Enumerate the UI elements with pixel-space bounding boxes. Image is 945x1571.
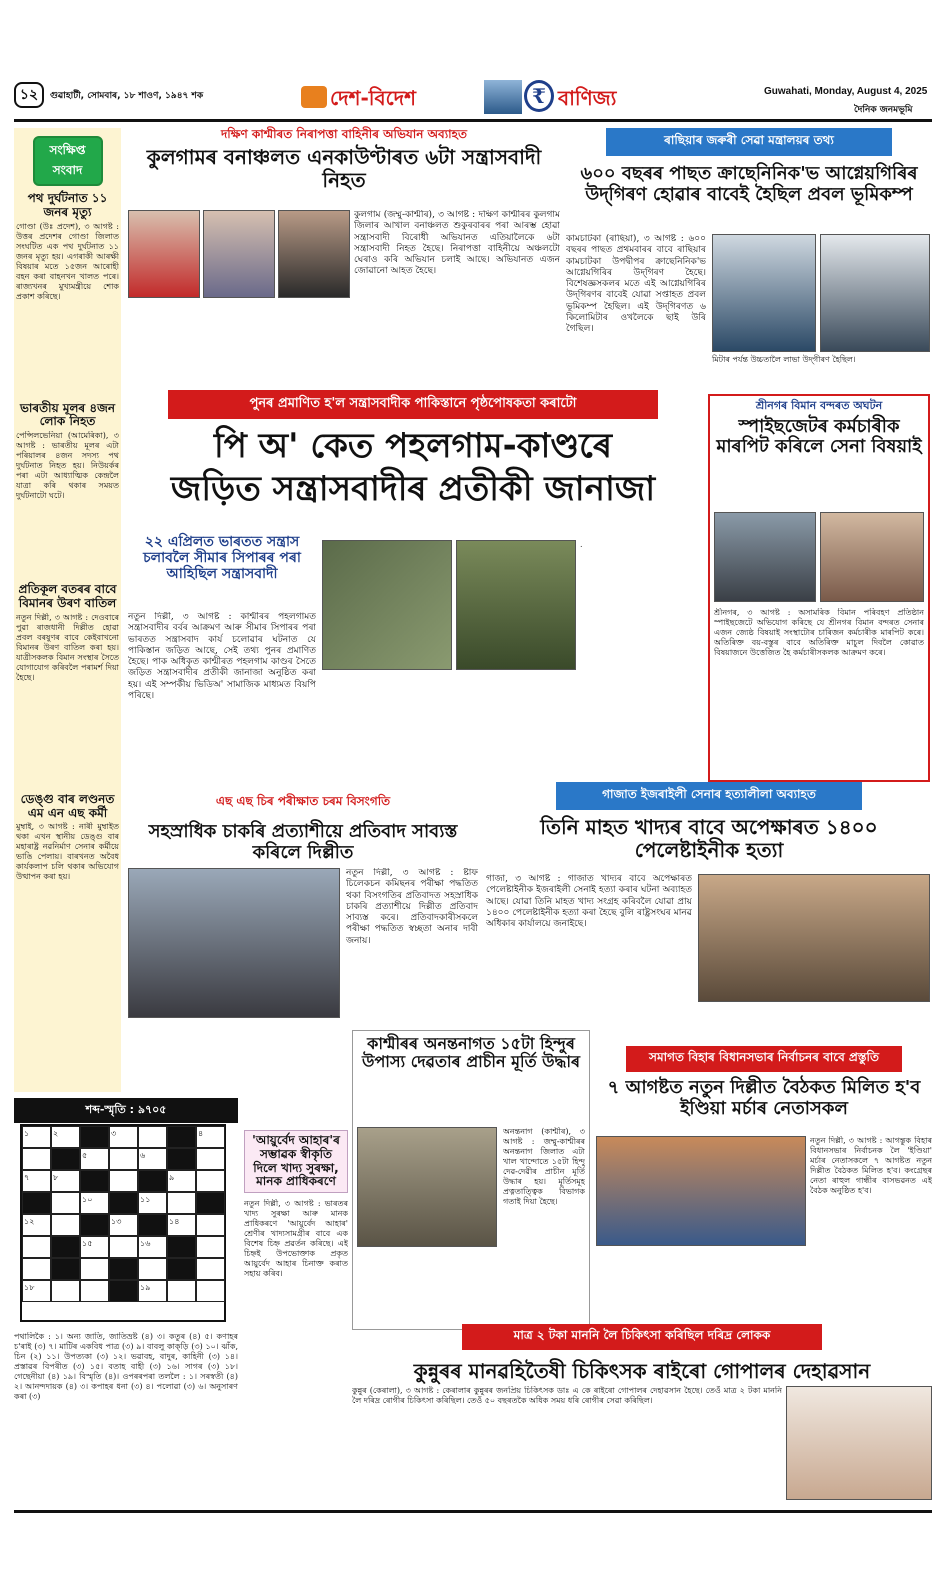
doctor-body: কুন্নুৰ (কেৰালা), ৩ আগষ্ট : কেৰালাৰ কুন্নুৰৰ জনপ্ৰিয় চিকিৎসক ডাঃ এ কে ৰাইৰো গোপালৰ দেহাৱসান হৈছে। তেওঁ মাত্ৰ ২ টকা মাননি লৈ দৰিদ্ৰ ৰোগীৰ চিকিৎসা কৰিছিল। তেওঁ ৫০ বছৰতকৈ অধিক সময় ধৰি ৰোগীৰ সেৱা কৰিছিল। — [352, 1386, 782, 1405]
crossword-block — [138, 1170, 167, 1192]
crossword-clues: পথালিকৈ : ১। অন্য জাতি, জাতিভ্ৰষ্ট (৪) ৩। কতুৰ (৪) ৫। কণাহৰ চ'ৰাই (৩) ৭। মাটিৰ একবিধ পাত্ৰ (৩) ৯। বাবলু কাক্‌ড়ি (৩) ১০। ঝাঁক, চিন (২) ১১। উপত্যকা (৩) ১২। ভৱাবহ, বাদুৰ, কাহিনী (৩) ১৪। প্ৰস্তাৱৰ বিপৰীত (৩) ১৫। বতাহ বাহী (৩) ১৬। সাগৰ (৩) ১৮। গেছেনীয়া (৪) ১৯। বিস্মৃতি (৪)। ওপৰৰপৰা তললৈ : ১। সৰস্বতী (৪) ২। আনন্দদায়ক (৪) ৩। কপাহৰ ধনা (৩) ৪। পলোৱা (৩) ৬। অনুসাৰণ কৰা (৩) — [14, 1332, 238, 1401]
crossword-cell[interactable]: ৫ — [80, 1148, 109, 1170]
ayurveda-body: নতুন দিল্লী, ৩ আগষ্ট : ভাৰতৰ খাদ্য সুৰক্ষা আৰু মানক প্ৰাধিকৰণে 'আয়ুৰ্বেদ আহাৰ' শ্ৰেণীৰ খাদ্যসামগ্ৰীৰ বাবে এক বিশেষ চিহ্ন প্ৰৱৰ্তন কৰিছে। এই চিহ্নই উপভোক্তাক প্ৰকৃত আয়ুৰ্বেদ আহাৰ চিনাক্ত কৰাত সহায় কৰিব। — [244, 1199, 348, 1279]
crossword-cell[interactable]: ১১ — [138, 1192, 167, 1214]
section-title-desh: দেশ-বিদেশ — [330, 86, 416, 110]
brief-headline-2: ভাৰতীয় মূলৰ ৪জন লোক নিহত — [19, 400, 116, 429]
lead-body-cont: . — [580, 540, 583, 549]
lead-body: নতুন দিল্লী, ৩ আগষ্ট : কাশ্মীৰৰ পহলগামত সন্ত্ৰাসবাদীৰ বৰ্বৰ আক্ৰমণ আৰু সীমাৰ সিপাৰৰ পৰা ভাৰতত সন্ত্ৰাসবাদ কাৰ্য চলোৱাৰ ঘটনাত যে পাকিস্তান জড়িত আছে, সেই তথ্য পুনৰ প্ৰমাণিত হৈছে। পাক অধিকৃত কাশ্মীৰত পহলগাম কাণ্ডৰ সৈতে জড়িত সন্ত্ৰাসবাদীৰ প্ৰতীকী জানাজা অনুষ্ঠিত কৰা হয়। এই সম্পৰ্কীয় ভিডিঅ' সামাজিক মাধ্যমত বিয়পি পৰিছে। — [128, 612, 316, 701]
gaza-story — [486, 782, 932, 1022]
doctor-title: কুন্নুৰৰ মানৱহিতৈষী চিকিৎসক ৰাইৰো গোপালৰ দেহাৱসান — [413, 1359, 871, 1383]
russia-kicker: ৰাছিয়াৰ জৰুৰী সেৱা মন্ত্ৰালয়ৰ তথ্য — [606, 128, 892, 156]
kulgam-body: কুলগাম (জম্মু-কাশ্মীৰ), ৩ আগষ্ট : দক্ষিণ কাশ্মীৰৰ কুলগাম জিলাৰ আখাল বনাঞ্চলত শুকুৰবাৰৰ পৰা আৰম্ভ হোৱা সন্ত্ৰাসবাদী বিৰোধী অভিযানত এতিয়ালৈকে ৬টা সন্ত্ৰাসবাদী নিহত হৈছে। নিৰাপত্তা বাহিনীয়ে অঞ্চলটো ঘেৰাও কৰি অভিযান চলাই আছে। অভিযানত এজন জোৱানো আহত হৈছে। — [354, 210, 560, 277]
spicejet-story — [708, 394, 930, 782]
crossword-cell[interactable]: ১৬ — [138, 1236, 167, 1258]
airport-photo — [714, 512, 816, 602]
job-kicker: এছ এছ চিৰ পৰীক্ষাত চৰম বিসংগতি — [215, 794, 391, 808]
crossword-cell[interactable]: ১২ — [22, 1214, 51, 1236]
footer-rule — [14, 1510, 932, 1513]
ayurveda-story — [244, 1130, 348, 1510]
bihar-story — [596, 1046, 932, 1322]
crossword-block — [196, 1192, 225, 1214]
victim-photo — [820, 512, 924, 602]
protest-photo — [128, 868, 340, 1018]
crossword-cell[interactable] — [51, 1280, 80, 1302]
masthead — [14, 78, 932, 118]
crossword-block — [80, 1126, 109, 1148]
paper-name: দৈনিক জনমভূমি — [854, 105, 913, 115]
crossword-block — [109, 1280, 138, 1302]
anantnag-body: অনন্তনাগ (কাশ্মীৰ), ৩ আগষ্ট : জম্মু-কাশ্মীৰৰ অনন্তনাগ জিলাত এটা খাল খান্দোতে ১৫টা হিন্দু দেৱ-দেৱীৰ প্ৰাচীন মূৰ্তি উদ্ধাৰ হয়। মূৰ্তিসমূহ প্ৰত্নতাত্ত্বিক বিভাগক গতাই দিয়া হৈছে। — [503, 1127, 585, 1206]
crossword-block — [138, 1214, 167, 1236]
crossword-cell[interactable] — [167, 1280, 196, 1302]
doctor-story — [352, 1324, 932, 1504]
crossword-cell[interactable]: ২ — [51, 1126, 80, 1148]
crossword-cell[interactable] — [51, 1214, 80, 1236]
crossword-block — [51, 1236, 80, 1258]
lead-photo-forest — [322, 540, 452, 670]
crossword-cell[interactable] — [109, 1170, 138, 1192]
crossword-cell[interactable] — [109, 1148, 138, 1170]
volcano-photo-2 — [820, 234, 930, 352]
crossword-cell[interactable] — [138, 1126, 167, 1148]
bihar-kicker: সমাগত বিহাৰ বিধানসভাৰ নিৰ্বাচনৰ বাবে প্ৰস্তুতি — [626, 1046, 902, 1072]
ayurveda-title: 'আয়ুৰ্বেদ আহাৰ'ৰ সম্ভাৱক স্বীকৃতি দিলে খাদ্য সুৰক্ষা, মানক প্ৰাধিকৰণে — [244, 1130, 348, 1193]
crossword-cell[interactable] — [196, 1148, 225, 1170]
bihar-title: ৭ আগষ্টত নতুন দিল্লীত বৈঠকত মিলিত হ'ব ইণ্ডিয়া মৰ্চাৰ নেতাসকল — [607, 1077, 921, 1119]
crossword-block — [51, 1258, 80, 1280]
lead-title-1: পি অ' কেত পহলগাম-কাণ্ডৰে — [214, 426, 612, 466]
english-date: Guwahati, Monday, August 4, 2025 — [764, 86, 928, 97]
russia-title: ৬০০ বছৰৰ পাছত ক্ৰাছেনিনিক'ভ আগ্নেয়গিৰিৰ উদ্‌গিৰণ হোৱাৰ বাবেই হৈছিল প্ৰবল ভূমিকম্প — [580, 163, 918, 205]
section-title-banijya: বাণিজ্য — [558, 86, 617, 110]
crossword-cell[interactable] — [196, 1214, 225, 1236]
kulgam-kicker: দক্ষিণ কাশ্মীৰত নিৰাপত্তা বাহিনীৰ অভিযান অব্যাহত — [221, 127, 467, 141]
crossword-block — [167, 1258, 196, 1280]
crossword-grid — [20, 1124, 226, 1322]
crossword-title: শব্দ-স্মৃতি : ৯৭০৫ — [14, 1098, 238, 1123]
gaza-title: তিনি মাহত খাদ্যৰ বাবে অপেক্ষাৰত ১৪০০ পেলেষ্টাইনীক হত্যা — [540, 815, 878, 862]
doctor-kicker: মাত্ৰ ২ টকা মাননি লৈ চিকিৎসা কৰিছিল দৰিদ্ৰ লোকক — [462, 1324, 822, 1350]
crossword-cell-1[interactable]: ১ — [22, 1126, 51, 1148]
idol-photo — [357, 1127, 497, 1247]
crossword-block — [109, 1258, 138, 1280]
crossword-cell[interactable]: ৮ — [51, 1170, 80, 1192]
brief-headline-4: ডেঙ্গু বাৰ লণ্ডনত এম এন এছ কৰ্মী — [20, 791, 115, 820]
india-bloc-photo — [596, 1136, 806, 1246]
job-body: নতুন দিল্লী, ৩ আগষ্ট : ষ্টাফ চিলেকচন কমিছনৰ পৰীক্ষা পদ্ধতিত থকা বিসংগতিৰ প্ৰতিবাদত সহস্ৰাধিক চাকৰি প্ৰত্যাশীয়ে দিল্লীত প্ৰতিবাদ সাব্যস্ত কৰে। প্ৰতিবাদকাৰীসকলে পৰীক্ষা পদ্ধতিত স্বচ্ছতা অনাৰ দাবী জনায়। — [346, 868, 478, 946]
gaza-photo — [698, 874, 930, 1002]
lead-subtitle: ২২ এপ্ৰিলত ভাৰতত সন্ত্ৰাস চলাবলৈ সীমাৰ সিপাৰৰ পৰা আহিছিল সন্ত্ৰাসবাদী — [143, 534, 301, 583]
crossword-block — [80, 1214, 109, 1236]
crossword-cell[interactable]: ৭ — [22, 1170, 51, 1192]
crossword-cell[interactable] — [51, 1192, 80, 1214]
bihar-body: নতুন দিল্লী, ৩ আগষ্ট : আগন্তুক বিহাৰ বিধানসভাৰ নিৰ্বাচনক লৈ 'ইণ্ডিয়া' মৰ্চাৰ নেতাসকলে ৭ আগষ্টত নতুন দিল্লীত বৈঠকত মিলিত হ'ব। কংগ্ৰেছৰ নেতা ৰাহুল গান্ধীৰ বাসভৱনত এই বৈঠক অনুষ্ঠিত হ'ব। — [810, 1136, 932, 1195]
crossword-cell[interactable] — [138, 1258, 167, 1280]
train-icon — [301, 86, 327, 108]
crossword-cell[interactable] — [22, 1258, 51, 1280]
anantnag-story — [352, 1030, 590, 1330]
crossword-block — [167, 1148, 196, 1170]
brief-headline-3: প্ৰতিকূল বতৰৰ বাবে বিমানৰ উৰণ বাতিল — [18, 582, 117, 610]
kulgam-story — [128, 128, 560, 366]
crossword-cell[interactable]: ৪ — [196, 1126, 225, 1148]
crossword-block — [22, 1192, 51, 1214]
russia-body: কামচাটকা (ৰাছিয়া), ৩ আগষ্ট : ৬০০ বছৰৰ পাছত প্ৰথমবাৰৰ বাবে ৰাছিয়াৰ কামচাটকা উপদ্বীপৰ ক্ৰাছেনিনিক'ভ আগ্নেয়গিৰিৰ উদ্‌গিৰণ হৈছে। বিশেষজ্ঞসকলৰ মতে এই আগ্নেয়গিৰিৰ উদ্‌গিৰণৰ বাবেই যোৱা সপ্তাহত প্ৰবল ভূমিকম্প হৈছিল। এই উদ্‌গিৰণত ৬ কিলোমিটাৰ ওখলৈকে ছাই উৰি গৈছিল। — [566, 234, 706, 334]
lead-photo-militant — [456, 540, 576, 670]
volcano-photo-1 — [712, 234, 816, 352]
volcano-caption: মিটাৰ পৰ্যন্ত উচ্চতালৈ লাভা উদ্‌গীৰণ হৈছিল। — [712, 355, 856, 364]
crossword-cell[interactable] — [196, 1258, 225, 1280]
crossword-cell[interactable]: ১৪ — [167, 1214, 196, 1236]
crossword-cell[interactable] — [22, 1236, 51, 1258]
spicejet-title: স্পাইছজেটৰ কৰ্মচাৰীক মাৰপিট কৰিলে সেনা বিষয়াই — [716, 415, 922, 458]
crossword-cell[interactable] — [196, 1236, 225, 1258]
crossword-cell[interactable]: ৯ — [167, 1170, 196, 1192]
crossword-cell[interactable]: ১৩ — [109, 1214, 138, 1236]
brief-headline-1: পথ দুৰ্ঘটনাত ১১ জনৰ মৃত্যু — [27, 191, 108, 219]
crossword-cell[interactable] — [167, 1192, 196, 1214]
spicejet-kicker: শ্ৰীনগৰ বিমান বন্দৰত অঘটন — [755, 399, 883, 412]
spicejet-body: শ্ৰীনগৰ, ৩ আগষ্ট : অসামৰিক বিমান পৰিবহণ প্ৰতিষ্ঠান স্পাইছজেটে অভিযোগ কৰিছে যে শ্ৰীনগৰ বিমান বন্দৰত সেনাৰ এজন জ্যেষ্ঠ বিষয়াই সংস্থাটোৰ চাৰিজন কৰ্মচাৰীক মাৰপিট কৰে। অতিৰিক্ত বয়-বস্তুৰ বাবে অতিৰিক্ত মাচুল দিবলৈ কোৱাত বিষয়াজনে উত্তেজিত হৈ কৰ্মচাৰীসকলক আক্ৰমণ কৰে। — [714, 608, 924, 657]
kulgam-title: কুলগামৰ বনাঞ্চলত এনকাউণ্টাৰত ৬টা সন্ত্ৰাসবাদী নিহত — [146, 144, 542, 192]
lead-kicker: পুনৰ প্ৰমাণিত হ'ল সন্ত্ৰাসবাদীক পাকিস্তানে পৃষ্ঠপোষকতা কৰাটো — [168, 390, 658, 419]
crossword-block — [51, 1148, 80, 1170]
crossword-block — [167, 1236, 196, 1258]
brief-body-2: পেন্সিলভেনিয়া (আমেৰিকা), ৩ আগষ্ট : ভাৰতীয় মূলৰ এটা পৰিয়ালৰ ৪জন সদস্য পথ দুৰ্ঘটনাত নিহত হয়। নিউয়ৰ্কৰ পৰা এটা আধ্যাত্মিক কেন্দ্ৰলৈ যাত্ৰা কৰি থকাৰ সময়ত দুৰ্ঘটনাটো ঘটে। — [16, 431, 119, 501]
crossword-cell[interactable]: ৩ — [109, 1126, 138, 1148]
crossword-cell[interactable] — [80, 1258, 109, 1280]
page-number: ১২ — [14, 82, 44, 108]
anantnag-title: কাশ্মীৰৰ অনন্তনাগত ১৫টা হিন্দুৰ উপাস্য দেৱতাৰ প্ৰাচীন মূৰ্তি উদ্ধাৰ — [361, 1034, 581, 1072]
crossword-cell[interactable]: ৬ — [138, 1148, 167, 1170]
doctor-photo — [786, 1386, 932, 1500]
lead-story — [128, 390, 698, 782]
place-date: গুৱাহাটী, সোমবাৰ, ১৮ শাওণ, ১৯৪৭ শক — [50, 91, 204, 101]
lead-title-2: জড়িত সন্ত্ৰাসবাদীৰ প্ৰতীকী জানাজা — [170, 469, 656, 510]
crossword-cell[interactable] — [196, 1280, 225, 1302]
brief-body-1: গোণ্ডা (উঃ প্ৰদেশ), ৩ আগষ্ট : উত্তৰ প্ৰদেশৰ গোণ্ডা জিলাত সংঘটিত এক পথ দুৰ্ঘটনাত ১১ জনৰ মৃত্যু হয়। এগৰাকী আৰক্ষী বিষয়াৰ মতে ১৫জন আৰোহী বহন কৰা বাহনখন খালত পৰে। ৰাজ্যখনৰ মুখ্যমন্ত্ৰীয়ে শোক প্ৰকাশ কৰিছে। — [16, 221, 119, 301]
crossword-cell[interactable] — [109, 1236, 138, 1258]
crossword-cell[interactable]: ১৯ — [138, 1280, 167, 1302]
militant-photo-1 — [128, 210, 200, 298]
crossword-cell[interactable]: ১৫ — [80, 1236, 109, 1258]
job-title: সহস্ৰাধিক চাকৰি প্ৰত্যাশীয়ে প্ৰতিবাদ সাব্যস্ত কৰিলে দিল্লীত — [148, 821, 458, 863]
brief-body-4: মুম্বাই, ৩ আগষ্ট : নাৰী মুম্বাইত থকা এখন স্থানীয় ডেঙ্গু বাৰ মহাৰাষ্ট্ৰ নৱনিৰ্মাণ সেনাৰ কৰ্মীয়ে ভাঙি পেলায়। বাৰখনত অবৈধ কাৰ্যকলাপ চলি থকাৰ অভিযোগ উত্থাপন কৰা হয়। — [16, 822, 119, 882]
crossword-cell[interactable]: ১৮ — [22, 1280, 51, 1302]
crossword-block — [80, 1170, 109, 1192]
crossword-cell[interactable] — [196, 1170, 225, 1192]
militant-photo-2 — [203, 210, 275, 298]
brief-body-3: নতুন দিল্লী, ৩ আগষ্ট : দেওবাৰে পুৱা ৰাজধানী দিল্লীত হোৱা প্ৰবল বৰষুণৰ বাবে কেইবাখনো বিমানৰ উৰণ বাতিল কৰা হয়। যাত্ৰীসকলক বিমান সংস্থাৰ সৈতে যোগাযোগ কৰিবলৈ পৰামৰ্শ দিয়া হৈছে। — [16, 612, 119, 682]
crossword — [14, 1098, 238, 1508]
crossword-block — [109, 1192, 138, 1214]
gaza-body: গাজা, ৩ আগষ্ট : গাজাত খাদ্যৰ বাবে অপেক্ষাৰত পেলেষ্টাইনীক ইজৰাইলী সেনাই হত্যা কৰাৰ ঘটনা অব্যাহত আছে। যোৱা তিনি মাহত খাদ্য সংগ্ৰহ কৰিবলৈ যোৱা প্ৰায় ১৪০০ পেলেষ্টাইনীক হত্যা কৰা হৈছে বুলি ৰাষ্ট্ৰসংঘৰ মানৱ অধিকাৰ কাৰ্যালয়ে জনাইছে। — [486, 874, 692, 929]
building-icon — [484, 80, 522, 114]
russia-story — [566, 128, 932, 366]
gaza-kicker: গাজাত ইজৰাইলী সেনাৰ হত্যালীলা অব্যাহত — [556, 782, 862, 810]
masthead-rule — [14, 119, 932, 122]
brief-title: সংক্ষিপ্ত সংবাদ — [33, 136, 103, 186]
crossword-cell[interactable]: ১০ — [80, 1192, 109, 1214]
crossword-cell[interactable] — [22, 1148, 51, 1170]
crossword-cell[interactable] — [80, 1280, 109, 1302]
crossword-block — [167, 1126, 196, 1148]
rupee-icon: ₹ — [524, 80, 554, 112]
militant-photo-3 — [278, 210, 350, 298]
left-column — [14, 128, 121, 1092]
